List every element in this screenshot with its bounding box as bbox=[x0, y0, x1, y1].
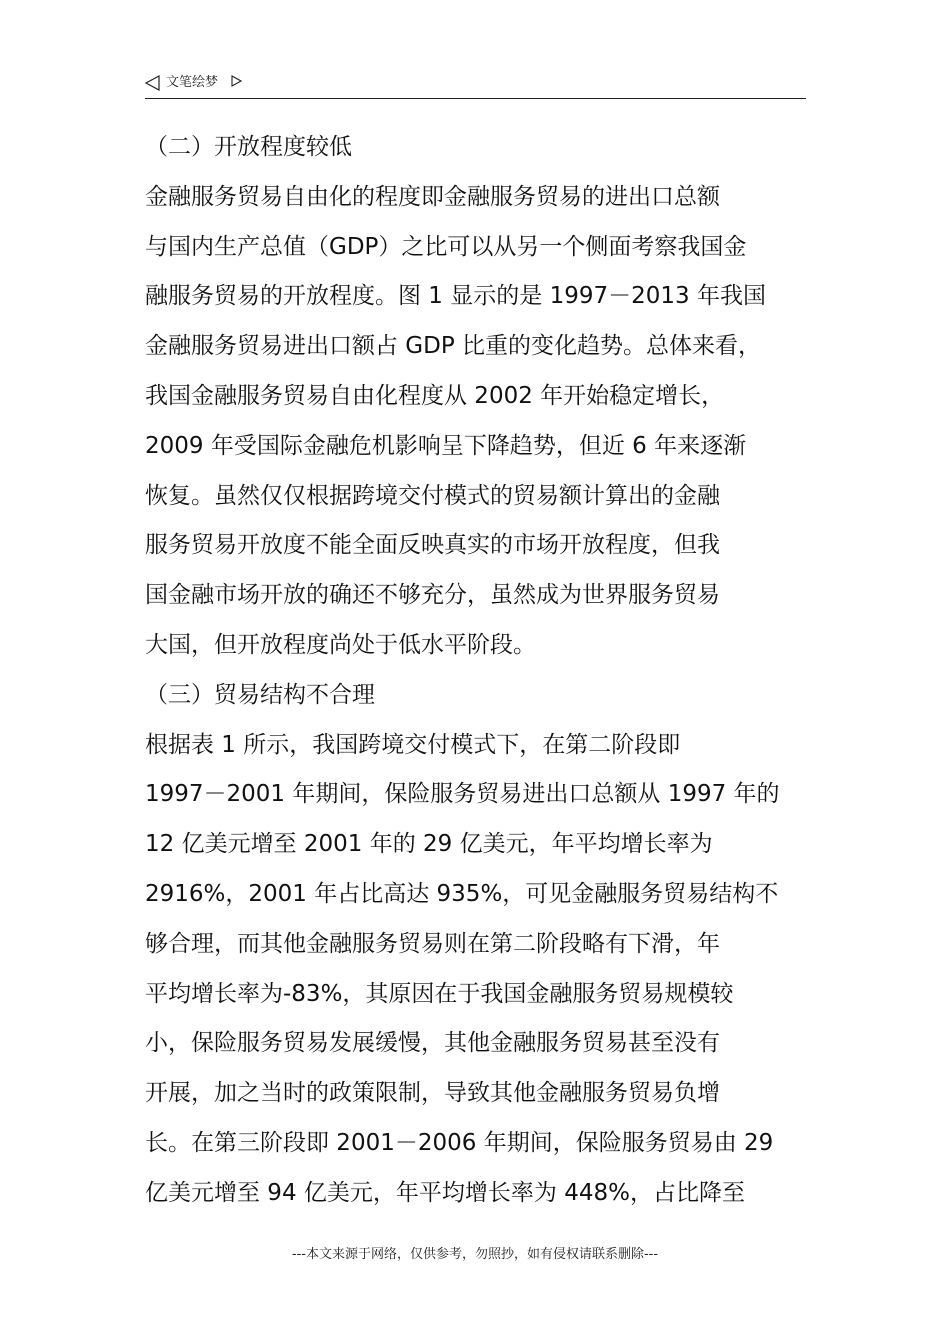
body-line: 融服务贸易的开放程度。图 1 显示的是 1997－2013 年我国 bbox=[145, 283, 766, 310]
footer-note: ---本文来源于网络，仅供参考，勿照抄，如有侵权请联系删除--- bbox=[291, 1247, 659, 1262]
header-title: 文笔绘梦 bbox=[166, 75, 219, 90]
body-line: 大国，但开放程度尚处于低水平阶段。 bbox=[145, 632, 536, 658]
left-triangle-icon bbox=[145, 75, 161, 91]
body-line: 2009 年受国际金融危机影响呈下降趋势，但近 6 年来逐渐 bbox=[145, 432, 747, 459]
right-triangle-icon bbox=[231, 75, 242, 87]
body-line: 服务贸易开放度不能全面反映真实的市场开放程度，但我 bbox=[145, 532, 720, 559]
body-line: 开展，加之当时的政策限制，导致其他金融服务贸易负增 bbox=[145, 1080, 720, 1107]
body-line: 长。在第三阶段即 2001－2006 年期间，保险服务贸易由 29 bbox=[145, 1130, 774, 1156]
body-line: 小，保险服务贸易发展缓慢，其他金融服务贸易甚至没有 bbox=[145, 1030, 720, 1057]
body-line: 根据表 1 所示，我国跨境交付模式下，在第二阶段即 bbox=[145, 731, 681, 758]
body-line: 亿美元增至 94 亿美元，年平均增长率为 448%，占比降至 bbox=[145, 1179, 745, 1206]
body-line: 2916%，2001 年占比高达 935%，可见金融服务贸易结构不 bbox=[145, 881, 779, 907]
body-line: 够合理，而其他金融服务贸易则在第二阶段略有下滑，年 bbox=[145, 930, 720, 957]
body-line: 平均增长率为-83%，其原因在于我国金融服务贸易规模较 bbox=[145, 980, 734, 1007]
body-line: 金融服务贸易自由化的程度即金融服务贸易的进出口总额 bbox=[145, 183, 720, 210]
body-line: 恢复。虽然仅仅根据跨境交付模式的贸易额计算出的金融 bbox=[145, 482, 720, 509]
body-line: 国金融市场开放的确还不够充分，虽然成为世界服务贸易 bbox=[145, 582, 720, 609]
body-line: 我国金融服务贸易自由化程度从 2002 年开始稳定增长， bbox=[145, 383, 725, 409]
body-line: 12 亿美元增至 2001 年的 29 亿美元，年平均增长率为 bbox=[145, 831, 713, 858]
body-line: 与国内生产总值（GDP）之比可以从另一个侧面考察我国金 bbox=[145, 233, 747, 260]
body-line: 1997－2001 年期间，保险服务贸易进出口总额从 1997 年的 bbox=[145, 781, 780, 808]
body-line: 金融服务贸易进出口额占 GDP 比重的变化趋势。总体来看， bbox=[145, 333, 762, 360]
body-line: （二）开放程度较低 bbox=[145, 134, 352, 160]
page-header bbox=[145, 72, 806, 99]
body-line: （三）贸易结构不合理 bbox=[145, 681, 375, 708]
